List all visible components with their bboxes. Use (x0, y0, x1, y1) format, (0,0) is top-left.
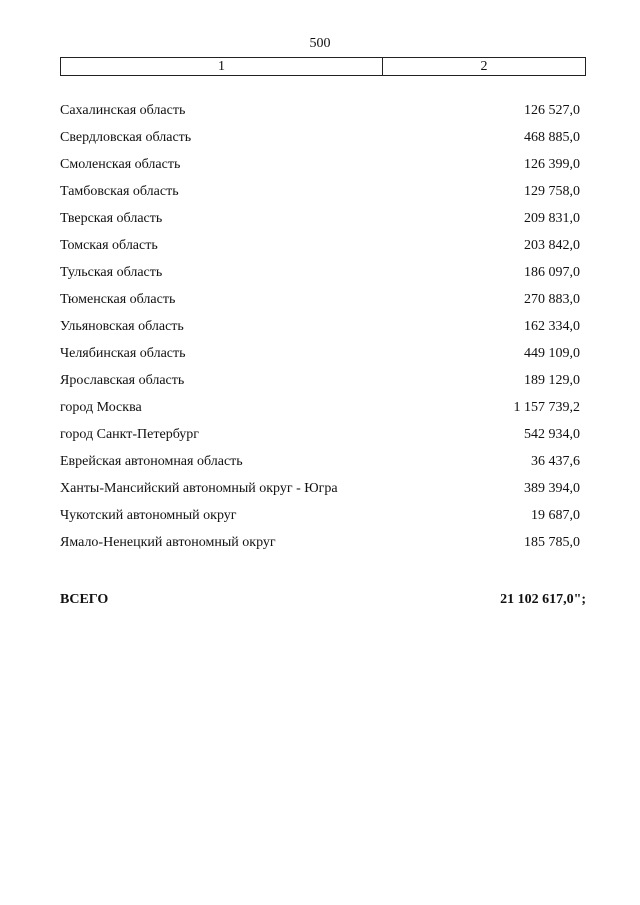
table-row (60, 101, 580, 128)
table-row (60, 236, 580, 263)
region-value: 389 394,0 (524, 481, 580, 496)
region-name: Тверская область (60, 211, 163, 226)
region-value: 185 785,0 (524, 535, 580, 550)
region-name: Тюменская область (60, 292, 176, 307)
region-name: Ульяновская область (60, 319, 184, 334)
region-value: 542 934,0 (524, 427, 580, 442)
total-label: ВСЕГО (60, 592, 109, 607)
region-name: Сахалинская область (60, 103, 186, 118)
region-value: 449 109,0 (524, 346, 580, 361)
region-value: 203 842,0 (524, 238, 580, 253)
table-row (60, 425, 580, 452)
region-name: Еврейская автономная область (60, 454, 243, 469)
region-value: 36 437,6 (531, 454, 580, 469)
column-header-2: 2 (480, 58, 488, 74)
page-number: 500 (309, 36, 331, 51)
region-value: 126 527,0 (524, 103, 580, 118)
region-name: Тамбовская область (60, 184, 179, 199)
table-row (60, 155, 580, 182)
table-row (60, 452, 580, 479)
region-name: город Москва (60, 400, 142, 415)
table-row (60, 209, 580, 236)
table-row (60, 533, 580, 560)
region-value: 126 399,0 (524, 157, 580, 172)
region-value: 129 758,0 (524, 184, 580, 199)
region-value: 468 885,0 (524, 130, 580, 145)
region-name: Ханты-Мансийский автономный округ - Югра (60, 481, 338, 496)
region-list (60, 101, 580, 560)
region-name: Смоленская область (60, 157, 181, 172)
table-row (60, 290, 580, 317)
region-name: Челябинская область (60, 346, 186, 361)
region-value: 189 129,0 (524, 373, 580, 388)
table-row (60, 479, 580, 506)
region-name: Чукотский автономный округ (60, 508, 237, 523)
region-name: город Санкт-Петербург (60, 427, 200, 442)
column-header-table (60, 57, 586, 76)
region-value: 162 334,0 (524, 319, 580, 334)
table-row (60, 506, 580, 533)
region-name: Ямало-Ненецкий автономный округ (60, 535, 276, 550)
region-value: 19 687,0 (531, 508, 580, 523)
table-row (60, 317, 580, 344)
table-row (60, 398, 580, 425)
column-header-1: 1 (61, 58, 383, 75)
total-row (60, 590, 586, 610)
table-row (60, 344, 580, 371)
region-name: Свердловская область (60, 130, 192, 145)
table-row (60, 128, 580, 155)
region-value: 1 157 739,2 (513, 400, 580, 415)
table-row (60, 371, 580, 398)
region-name: Ярославская область (60, 373, 185, 388)
table-row (60, 263, 580, 290)
region-name: Тульская область (60, 265, 163, 280)
region-value: 209 831,0 (524, 211, 580, 226)
total-value: 21 102 617,0"; (500, 592, 586, 607)
region-name: Томская область (60, 238, 158, 253)
table-row (60, 182, 580, 209)
region-value: 186 097,0 (524, 265, 580, 280)
region-value: 270 883,0 (524, 292, 580, 307)
